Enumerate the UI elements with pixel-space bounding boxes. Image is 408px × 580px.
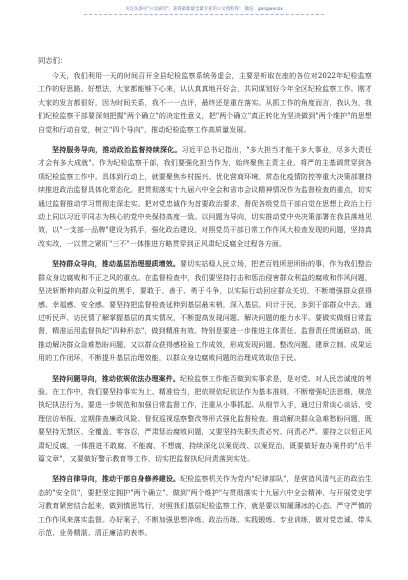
paragraph-text: 纪检监察工作能否做到实事求是，是对党、对人民忠诚度的考验。在工作中，我们要坚持事实为上、精准恰当，把依规依纪依法作为基本准则，不断增强纪法思维，规范执纪执法行为。要进一步规范和加强日常监督工作，注重从小事抓起、从细节入手，通过日常谈心谈话、受理信访举报、定期排查廉政风险、督促巡视巡察整改等形式强化监督检查。推动解决群众急难愁盼问题，既要坚持无禁区、全覆盖、零容忍，严肃惩治腐败问题，又要坚持失职失责必究、问责必严。要持之以恒正风肃纪反腐，一体推进不敢腐、不能腐、不想腐，持续深化以案促改、以案促治，既要做好查办案件的"后半篇文章"，又要做好警示教育等工作，切实把监督执纪问责落到实处。 [38, 374, 372, 463]
paragraph-problem-orientation [38, 372, 372, 467]
paragraph-lead: 坚持自律导向，推动干部自身修养建设。 [52, 474, 181, 484]
paragraph-text: 习近平总书记指出，"多大担当才能干多大事业，尽多大责任才会有多大成就"。作为纪检监察干部，我们要强化担当作为，始终聚焦主责主业，将严的主基调贯穿到各项纪检监察工作中。具体到行动上，就要聚焦乡村振兴、优化营商环境、常态化疫情防控等重大决策部署持续推进政治监督具体化常态化。把贯彻落实十九届六中全会和省市会议精神情况作为监督检查的重点，切实通过监督推动学习贯彻走深走实。把对党忠诚作为首要政治要求，督促各级党员干部自觉在思想上政治上行动上同以习近平同志为核心的党中央保持高度一致。以问题为导向，切实推动党中央决策部署在我县落地见效，以"一支部一品牌"建设为抓手，强化政治建设，对照党员干部日常工作作风大检查发现的问题，坚持真改实改，一以贯之紧盯"三不"一体推进方略贯穿到正风肃纪反腐全过程各方面。 [38, 146, 372, 248]
greeting: 同志们： [38, 56, 68, 65]
paragraph-lead: 坚持服务导向，推动政治监督持续深化。 [52, 145, 182, 155]
paragraph-text: 今天，我们利用一天的时间召开全县纪检监察系统务虚会，主要是听取在座的各位对2022年纪检监察工作的好思路、好想法，大家都能够下心来，认认真真地开好会，共同谋划好今年全区纪检监察工作。刚才大家的发言都很好，因为时间关系，我不一一点评，最终还是重在落实。从抓工作的角度而言，我认为，我们纪检监察干部要深刻把握"两个确立"的决定性意义，把"两个确立"真正转化为坚决做到"两个维护"的思想自觉和行动自觉，树立"四个导向"，推动纪检监察工作高质量发展。 [38, 72, 372, 134]
paragraph-text: 纪检监察机关作为党内"纪律部队"，是营造风清气正的政治生态的"安全员"，要把坚定拥护"两个确立"、做到"两个维护"与贯彻落实十九届六中全会精神、与开展党史学习教育紧密结合起来，做到慎思笃行，对照我们基层纪检监察工作，就是要以知履薄冰的心态、严守严慎的工作作风来落实监督。办好案子，不断加强思想淬炼、政治历练、实践锻炼、专业训练，做对党忠诚、带头示范、业务精湛、清正廉洁的表率。 [38, 475, 372, 537]
paragraph-service-orientation [38, 143, 372, 251]
paragraph-lead: 坚持问题导向，推动依规依法办理案件。 [52, 373, 180, 383]
paragraph-intro [38, 70, 372, 137]
paragraph-lead: 坚持群众导向，推动基层治理提质增效。 [52, 259, 180, 269]
paragraph-text: 要切实站稳人民立场，把老百姓所思所盼的事，作为我们整治群众身边腐败和不正之风的重点。在监督检查中，我们要坚持打击和惩治侵害群众利益的腐败和作风问题，坚决斩断伸向群众利益的黑手，要敢于、善于、勇于斗争，以实际行动回应群众关切，不断增强群众获得感、幸福感、安全感。要坚持把监督检查延伸到基层最末梢，深入基层、问计于民，多到干部群众中去，通过听民声、访民情了解掌握基层的真实情况，不断提高发现问题、解决问题的能力水平。要做实做细日常监督，精准运用监督执纪"四种形态"，做到精准有效。特别是要进一步推进主体责任、监督责任贯通联动，既推动解决群众急难愁盼问题，又以群众获得感检验工作成效，形成发现问题、整改问题、建章立制、成果运用的工作闭环，不断提升基层治理效能，以群众身边腐败问题的治理成效取信于民。 [38, 260, 372, 363]
paragraph-self-discipline-orientation [38, 472, 372, 540]
document-body [38, 54, 372, 558]
top-banner[interactable]: 关注头条号"公文研究"，获得最新最全最专业的公文资料库！ 微信：gongwenzx [84, 3, 324, 15]
paragraph-mass-orientation [38, 257, 372, 365]
